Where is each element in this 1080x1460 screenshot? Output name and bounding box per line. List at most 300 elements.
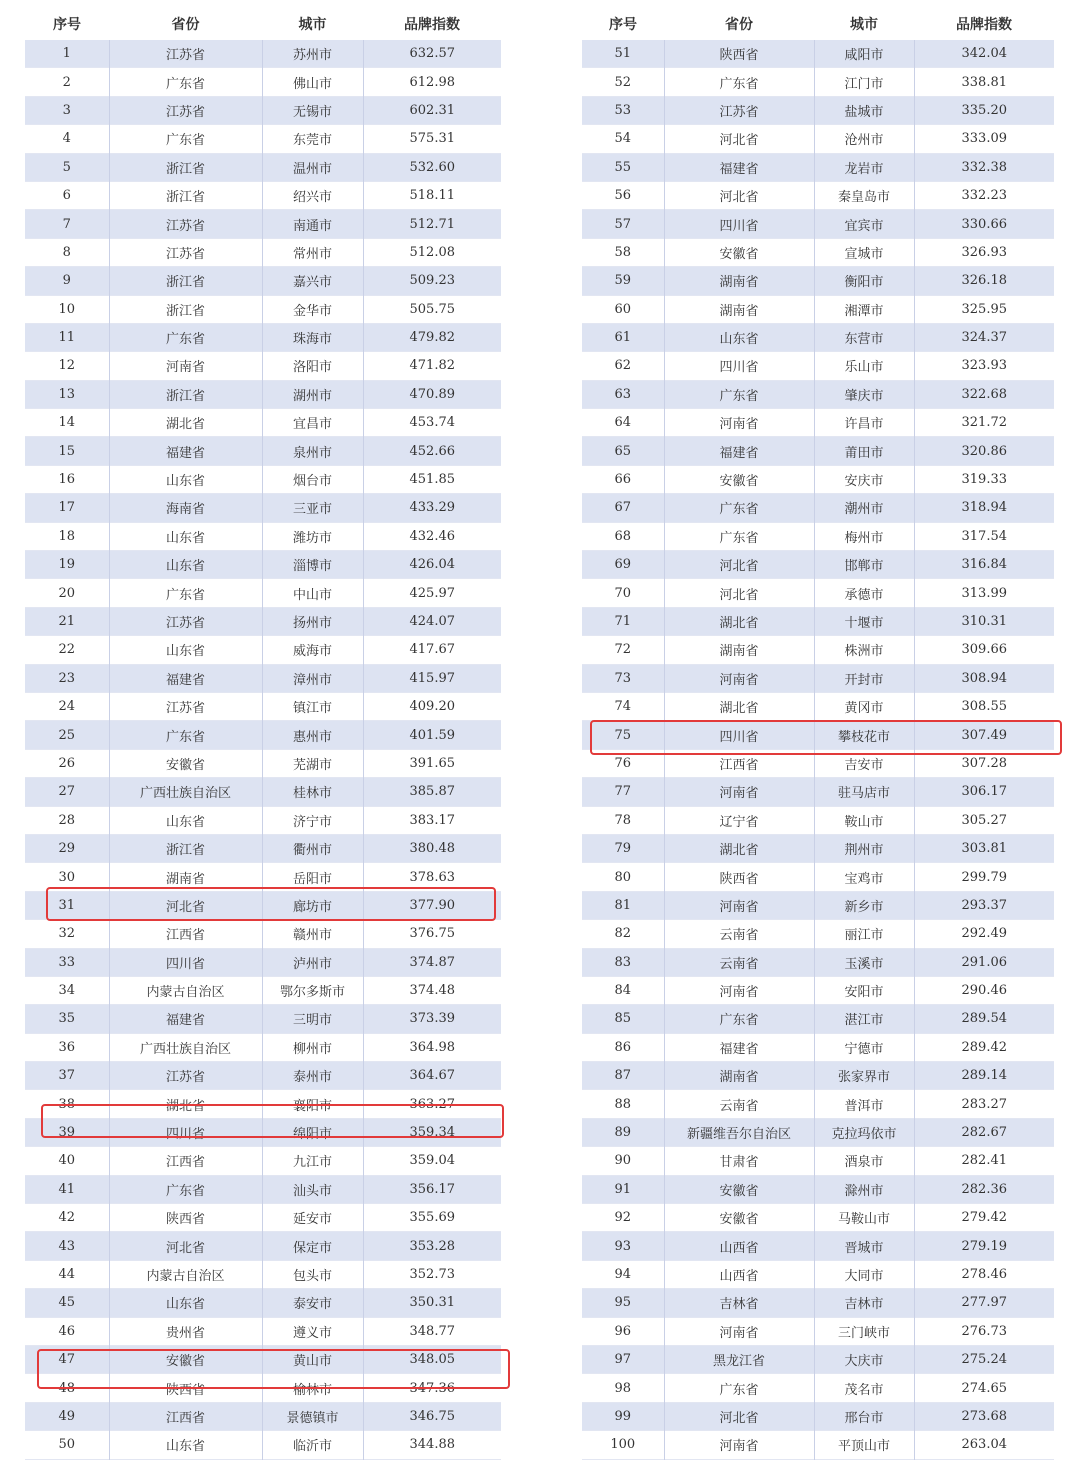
brand-index-cell: 632.57	[363, 40, 501, 68]
rank-cell: 97	[582, 1345, 664, 1373]
brand-index-cell: 317.54	[914, 522, 1054, 550]
rank-cell: 33	[25, 948, 109, 976]
table-row	[582, 692, 1054, 720]
rank-cell: 47	[25, 1345, 109, 1373]
rank-cell: 99	[582, 1402, 664, 1430]
rank-cell: 32	[25, 920, 109, 948]
province-cell: 福建省	[664, 1033, 814, 1061]
city-cell: 马鞍山市	[814, 1204, 914, 1232]
brand-index-cell: 383.17	[363, 806, 501, 834]
brand-index-cell: 332.23	[914, 181, 1054, 209]
brand-index-cell: 333.09	[914, 125, 1054, 153]
city-cell: 无锡市	[262, 96, 363, 124]
city-cell: 十堰市	[814, 607, 914, 635]
brand-index-cell: 612.98	[363, 68, 501, 96]
brand-index-cell: 307.28	[914, 749, 1054, 777]
rank-cell: 81	[582, 891, 664, 919]
brand-index-cell: 350.31	[363, 1289, 501, 1317]
brand-index-cell: 299.79	[914, 863, 1054, 891]
province-cell: 广东省	[109, 125, 262, 153]
province-cell: 海南省	[109, 494, 262, 522]
table-row	[25, 68, 501, 96]
rank-cell: 73	[582, 664, 664, 692]
province-cell: 河南省	[664, 976, 814, 1004]
province-cell: 江西省	[664, 749, 814, 777]
table-row	[25, 891, 501, 919]
province-cell: 福建省	[109, 1005, 262, 1033]
rank-cell: 12	[25, 352, 109, 380]
header-rank: 序号	[609, 17, 637, 33]
city-cell: 许昌市	[814, 409, 914, 437]
table-row	[582, 636, 1054, 664]
city-cell: 安庆市	[814, 465, 914, 493]
province-cell: 河北省	[664, 551, 814, 579]
city-cell: 驻马店市	[814, 778, 914, 806]
city-cell: 三明市	[262, 1005, 363, 1033]
rank-cell: 42	[25, 1204, 109, 1232]
rank-cell: 35	[25, 1005, 109, 1033]
rank-cell: 24	[25, 692, 109, 720]
rank-cell: 57	[582, 210, 664, 238]
province-cell: 广东省	[664, 494, 814, 522]
city-cell: 泉州市	[262, 437, 363, 465]
table-row	[25, 437, 501, 465]
table-row	[25, 181, 501, 209]
brand-index-cell: 320.86	[914, 437, 1054, 465]
city-cell: 湛江市	[814, 1005, 914, 1033]
city-cell: 大同市	[814, 1260, 914, 1288]
table-row	[582, 834, 1054, 862]
ranking-table-left	[25, 8, 501, 1460]
province-cell: 山西省	[664, 1260, 814, 1288]
table-row	[582, 948, 1054, 976]
province-cell: 陕西省	[664, 40, 814, 68]
brand-index-cell: 348.77	[363, 1317, 501, 1345]
province-cell: 江苏省	[109, 692, 262, 720]
city-cell: 晋城市	[814, 1232, 914, 1260]
table-row	[582, 465, 1054, 493]
rank-cell: 40	[25, 1147, 109, 1175]
brand-index-cell: 313.99	[914, 579, 1054, 607]
province-cell: 河南省	[664, 891, 814, 919]
rank-cell: 6	[25, 181, 109, 209]
brand-index-cell: 321.72	[914, 409, 1054, 437]
brand-index-cell: 282.41	[914, 1147, 1054, 1175]
table-row	[582, 522, 1054, 550]
province-cell: 浙江省	[109, 267, 262, 295]
rank-cell: 77	[582, 778, 664, 806]
table-row	[25, 465, 501, 493]
rank-cell: 90	[582, 1147, 664, 1175]
table-row	[582, 1317, 1054, 1345]
province-cell: 河南省	[109, 352, 262, 380]
brand-index-cell: 409.20	[363, 692, 501, 720]
rank-cell: 65	[582, 437, 664, 465]
city-cell: 吉安市	[814, 749, 914, 777]
table-row	[582, 238, 1054, 266]
city-cell: 邢台市	[814, 1402, 914, 1430]
brand-index-cell: 306.17	[914, 778, 1054, 806]
brand-index-cell: 278.46	[914, 1260, 1054, 1288]
table-row	[25, 664, 501, 692]
city-cell: 潮州市	[814, 494, 914, 522]
province-cell: 湖北省	[109, 409, 262, 437]
city-cell: 鞍山市	[814, 806, 914, 834]
province-cell: 山东省	[109, 806, 262, 834]
rank-cell: 2	[25, 68, 109, 96]
table-header	[25, 8, 501, 40]
brand-index-cell: 275.24	[914, 1345, 1054, 1373]
table-body	[25, 40, 501, 1459]
rank-cell: 85	[582, 1005, 664, 1033]
city-cell: 芜湖市	[262, 749, 363, 777]
city-cell: 景德镇市	[262, 1402, 363, 1430]
rank-cell: 100	[582, 1431, 664, 1459]
rank-cell: 19	[25, 551, 109, 579]
brand-index-cell: 273.68	[914, 1402, 1054, 1430]
rank-cell: 37	[25, 1062, 109, 1090]
brand-index-cell: 283.27	[914, 1090, 1054, 1118]
brand-index-cell: 279.19	[914, 1232, 1054, 1260]
table-row	[25, 1317, 501, 1345]
city-cell: 金华市	[262, 295, 363, 323]
brand-index-cell: 425.97	[363, 579, 501, 607]
province-cell: 河北省	[664, 125, 814, 153]
rank-cell: 18	[25, 522, 109, 550]
rank-cell: 92	[582, 1204, 664, 1232]
province-cell: 浙江省	[109, 295, 262, 323]
rank-cell: 53	[582, 96, 664, 124]
brand-index-cell: 310.31	[914, 607, 1054, 635]
brand-index-cell: 426.04	[363, 551, 501, 579]
rank-cell: 13	[25, 380, 109, 408]
city-cell: 黄山市	[262, 1345, 363, 1373]
city-cell: 九江市	[262, 1147, 363, 1175]
brand-index-cell: 509.23	[363, 267, 501, 295]
province-cell: 广东省	[109, 721, 262, 749]
rank-cell: 94	[582, 1260, 664, 1288]
city-cell: 江门市	[814, 68, 914, 96]
rank-cell: 43	[25, 1232, 109, 1260]
brand-index-cell: 575.31	[363, 125, 501, 153]
city-cell: 扬州市	[262, 607, 363, 635]
province-cell: 内蒙古自治区	[109, 1260, 262, 1288]
header-city: 城市	[298, 17, 327, 33]
rank-cell: 87	[582, 1062, 664, 1090]
city-cell: 潍坊市	[262, 522, 363, 550]
province-cell: 广东省	[664, 68, 814, 96]
brand-index-cell: 316.84	[914, 551, 1054, 579]
table-row	[582, 976, 1054, 1004]
brand-index-cell: 307.49	[914, 721, 1054, 749]
province-cell: 江西省	[109, 1402, 262, 1430]
province-cell: 江苏省	[109, 210, 262, 238]
city-cell: 廊坊市	[262, 891, 363, 919]
province-cell: 湖北省	[664, 692, 814, 720]
header-province: 省份	[171, 17, 200, 33]
city-cell: 宝鸡市	[814, 863, 914, 891]
brand-index-cell: 263.04	[914, 1431, 1054, 1459]
table-row	[25, 721, 501, 749]
rank-cell: 71	[582, 607, 664, 635]
city-cell: 沧州市	[814, 125, 914, 153]
city-cell: 丽江市	[814, 920, 914, 948]
table-row	[25, 863, 501, 891]
table-row	[25, 40, 501, 68]
province-cell: 江苏省	[109, 607, 262, 635]
rank-cell: 8	[25, 238, 109, 266]
city-cell: 镇江市	[262, 692, 363, 720]
rank-cell: 83	[582, 948, 664, 976]
rank-cell: 16	[25, 465, 109, 493]
header-brand-index: 品牌指数	[404, 17, 460, 33]
rank-cell: 15	[25, 437, 109, 465]
rank-cell: 21	[25, 607, 109, 635]
rank-cell: 74	[582, 692, 664, 720]
province-cell: 山西省	[664, 1232, 814, 1260]
table-row	[582, 1118, 1054, 1146]
brand-index-cell: 303.81	[914, 834, 1054, 862]
city-cell: 宜宾市	[814, 210, 914, 238]
table-row	[582, 352, 1054, 380]
table-row	[582, 721, 1054, 749]
province-cell: 陕西省	[109, 1374, 262, 1402]
table-row	[582, 1345, 1054, 1373]
city-cell: 茂名市	[814, 1374, 914, 1402]
header-city: 城市	[850, 17, 878, 33]
city-cell: 株洲市	[814, 636, 914, 664]
table-row	[25, 1147, 501, 1175]
brand-index-cell: 323.93	[914, 352, 1054, 380]
city-cell: 衡阳市	[814, 267, 914, 295]
table-row	[582, 1402, 1054, 1430]
city-cell: 盐城市	[814, 96, 914, 124]
rank-cell: 66	[582, 465, 664, 493]
rank-cell: 30	[25, 863, 109, 891]
city-cell: 南通市	[262, 210, 363, 238]
table-row	[25, 749, 501, 777]
table-row	[25, 1204, 501, 1232]
city-cell: 漳州市	[262, 664, 363, 692]
rank-cell: 1	[25, 40, 109, 68]
rank-cell: 70	[582, 579, 664, 607]
city-cell: 烟台市	[262, 465, 363, 493]
rank-cell: 56	[582, 181, 664, 209]
rank-cell: 82	[582, 920, 664, 948]
brand-index-cell: 518.11	[363, 181, 501, 209]
brand-index-cell: 326.93	[914, 238, 1054, 266]
city-cell: 普洱市	[814, 1090, 914, 1118]
city-cell: 黄冈市	[814, 692, 914, 720]
rank-cell: 86	[582, 1033, 664, 1061]
table-row	[582, 125, 1054, 153]
table-row	[582, 1204, 1054, 1232]
rank-cell: 59	[582, 267, 664, 295]
brand-index-cell: 378.63	[363, 863, 501, 891]
province-cell: 河南省	[664, 778, 814, 806]
brand-index-cell: 332.38	[914, 153, 1054, 181]
province-cell: 河北省	[109, 891, 262, 919]
table-row	[582, 1431, 1054, 1459]
rank-cell: 60	[582, 295, 664, 323]
province-cell: 湖北省	[664, 607, 814, 635]
rank-cell: 14	[25, 409, 109, 437]
city-cell: 洛阳市	[262, 352, 363, 380]
rank-cell: 79	[582, 834, 664, 862]
header-brand-index: 品牌指数	[956, 17, 1012, 33]
city-cell: 张家界市	[814, 1062, 914, 1090]
table-row	[25, 409, 501, 437]
table-row	[25, 153, 501, 181]
city-cell: 常州市	[262, 238, 363, 266]
rank-cell: 36	[25, 1033, 109, 1061]
table-row	[582, 1175, 1054, 1203]
rank-cell: 76	[582, 749, 664, 777]
brand-index-cell: 282.67	[914, 1118, 1054, 1146]
brand-index-cell: 289.14	[914, 1062, 1054, 1090]
province-cell: 江苏省	[109, 96, 262, 124]
header-rank: 序号	[53, 17, 81, 33]
city-cell: 鄂尔多斯市	[262, 976, 363, 1004]
table-header	[582, 8, 1054, 40]
brand-index-cell: 417.67	[363, 636, 501, 664]
province-cell: 广东省	[664, 1005, 814, 1033]
ranking-table-right	[582, 8, 1054, 1460]
city-cell: 绵阳市	[262, 1118, 363, 1146]
brand-index-cell: 355.69	[363, 1204, 501, 1232]
brand-index-cell: 451.85	[363, 465, 501, 493]
table-row	[582, 96, 1054, 124]
rank-cell: 55	[582, 153, 664, 181]
city-cell: 延安市	[262, 1204, 363, 1232]
province-cell: 浙江省	[109, 380, 262, 408]
rank-cell: 31	[25, 891, 109, 919]
table-row	[582, 380, 1054, 408]
province-cell: 安徽省	[664, 1204, 814, 1232]
city-cell: 保定市	[262, 1232, 363, 1260]
brand-index-cell: 347.36	[363, 1374, 501, 1402]
table-row	[25, 1431, 501, 1459]
brand-index-cell: 391.65	[363, 749, 501, 777]
rank-cell: 95	[582, 1289, 664, 1317]
table-row	[25, 125, 501, 153]
table-row	[25, 352, 501, 380]
rank-cell: 51	[582, 40, 664, 68]
city-cell: 岳阳市	[262, 863, 363, 891]
province-cell: 山东省	[109, 1431, 262, 1459]
province-cell: 湖北省	[109, 1090, 262, 1118]
brand-index-cell: 279.42	[914, 1204, 1054, 1232]
brand-index-cell: 364.98	[363, 1033, 501, 1061]
table-row	[582, 579, 1054, 607]
rank-cell: 88	[582, 1090, 664, 1118]
table-row	[25, 579, 501, 607]
city-cell: 承德市	[814, 579, 914, 607]
province-cell: 河北省	[664, 1402, 814, 1430]
rank-cell: 38	[25, 1090, 109, 1118]
table-row	[25, 607, 501, 635]
province-cell: 江西省	[109, 920, 262, 948]
header-province: 省份	[725, 17, 753, 33]
rank-cell: 7	[25, 210, 109, 238]
brand-index-cell: 364.67	[363, 1062, 501, 1090]
brand-index-cell: 346.75	[363, 1402, 501, 1430]
table-row	[582, 267, 1054, 295]
city-cell: 吉林市	[814, 1289, 914, 1317]
province-cell: 江西省	[109, 1147, 262, 1175]
city-cell: 攀枝花市	[814, 721, 914, 749]
rank-cell: 10	[25, 295, 109, 323]
city-cell: 汕头市	[262, 1175, 363, 1203]
table-row	[25, 494, 501, 522]
table-row	[25, 267, 501, 295]
brand-index-cell: 385.87	[363, 778, 501, 806]
province-cell: 山东省	[109, 1289, 262, 1317]
table-row	[582, 551, 1054, 579]
table-row	[582, 1062, 1054, 1090]
city-cell: 嘉兴市	[262, 267, 363, 295]
city-cell: 开封市	[814, 664, 914, 692]
city-cell: 衢州市	[262, 834, 363, 862]
table-row	[582, 409, 1054, 437]
brand-index-cell: 293.37	[914, 891, 1054, 919]
table-row	[25, 238, 501, 266]
province-cell: 云南省	[664, 948, 814, 976]
table-row	[25, 636, 501, 664]
rank-cell: 4	[25, 125, 109, 153]
table-row	[25, 1090, 501, 1118]
rank-cell: 48	[25, 1374, 109, 1402]
table-row	[25, 522, 501, 550]
province-cell: 云南省	[664, 920, 814, 948]
table-row	[25, 1260, 501, 1288]
province-cell: 浙江省	[109, 181, 262, 209]
brand-index-cell: 532.60	[363, 153, 501, 181]
city-cell: 玉溪市	[814, 948, 914, 976]
province-cell: 福建省	[109, 664, 262, 692]
brand-index-cell: 380.48	[363, 834, 501, 862]
table-row	[25, 692, 501, 720]
brand-index-cell: 505.75	[363, 295, 501, 323]
brand-index-cell: 359.04	[363, 1147, 501, 1175]
rank-cell: 3	[25, 96, 109, 124]
table-row	[582, 153, 1054, 181]
city-cell: 宁德市	[814, 1033, 914, 1061]
rank-cell: 50	[25, 1431, 109, 1459]
province-cell: 安徽省	[109, 749, 262, 777]
rank-cell: 11	[25, 323, 109, 351]
brand-index-cell: 602.31	[363, 96, 501, 124]
city-cell: 湘潭市	[814, 295, 914, 323]
province-cell: 河南省	[664, 1431, 814, 1459]
city-cell: 赣州市	[262, 920, 363, 948]
province-cell: 安徽省	[664, 1175, 814, 1203]
rank-cell: 52	[582, 68, 664, 96]
brand-index-cell: 319.33	[914, 465, 1054, 493]
rank-cell: 78	[582, 806, 664, 834]
brand-index-cell: 415.97	[363, 664, 501, 692]
brand-index-cell: 424.07	[363, 607, 501, 635]
brand-index-cell: 309.66	[914, 636, 1054, 664]
table-row	[582, 1232, 1054, 1260]
rank-cell: 63	[582, 380, 664, 408]
city-cell: 乐山市	[814, 352, 914, 380]
table-row	[582, 437, 1054, 465]
brand-index-cell: 290.46	[914, 976, 1054, 1004]
city-cell: 临沂市	[262, 1431, 363, 1459]
table-row	[25, 778, 501, 806]
province-cell: 湖南省	[109, 863, 262, 891]
